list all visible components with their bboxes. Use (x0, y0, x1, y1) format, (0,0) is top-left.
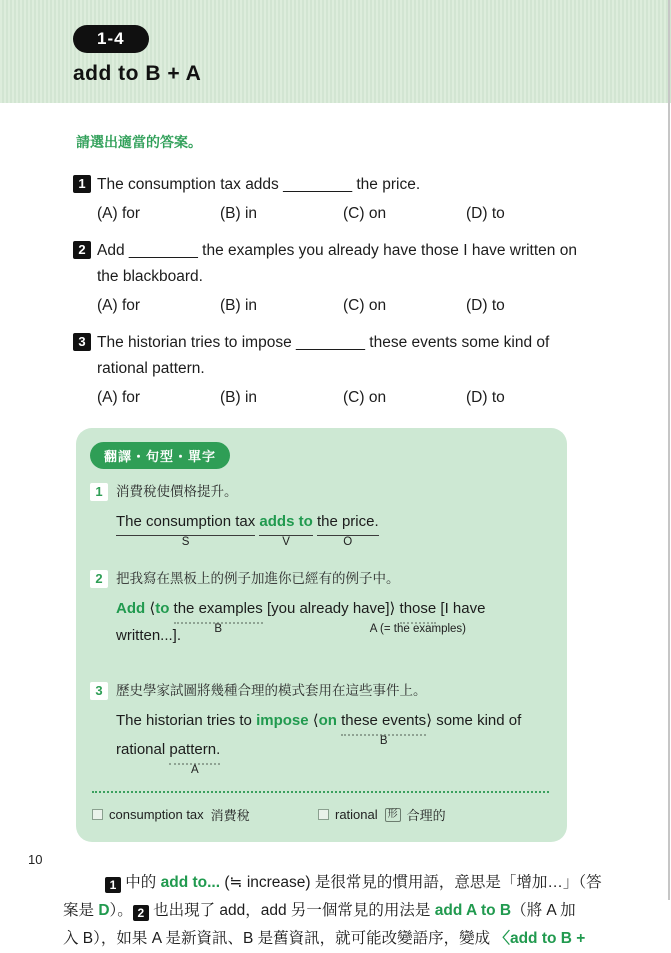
section-number-badge: 1-4 (73, 25, 149, 53)
segment-text: adds to (259, 513, 313, 530)
question-text: The historian tries to impose ________ these events some kind of (97, 334, 550, 351)
translation-text: 把我寫在黑板上的例子加進你已經有的例子中。 (116, 571, 400, 586)
analysis-item-2 (90, 569, 551, 668)
option-c: (C) on (343, 389, 387, 406)
vocab-entry (318, 805, 446, 824)
checkbox-icon (92, 809, 103, 820)
grammar-label: S (181, 536, 190, 548)
grammar-label: B (379, 735, 388, 747)
analysis-number-badge: 3 (90, 682, 108, 700)
angle-bracket: ⟨ (149, 600, 156, 617)
verb-segment (259, 510, 313, 548)
analysis-number-badge: 1 (90, 483, 108, 501)
analysis-content (116, 681, 551, 785)
option-a: (A) for (97, 297, 141, 314)
segment-text: rational (116, 741, 166, 758)
segment-text: The consumption tax (116, 513, 256, 530)
commentary-text: 中的 (121, 874, 161, 891)
option-b: (B) in (220, 205, 258, 222)
page-header (0, 0, 671, 103)
part-of-speech-tag: 形 (385, 808, 401, 822)
dotted-divider (92, 791, 549, 793)
commentary-text: ）。 (109, 902, 133, 919)
keyword: add A to B (434, 902, 512, 919)
annotated-sentence (116, 510, 551, 548)
a-segment (369, 597, 466, 635)
question-list (73, 172, 671, 413)
question-2 (73, 238, 671, 321)
sentence-line (116, 738, 551, 776)
question-number-badge: 3 (73, 333, 91, 351)
question-text: rational pattern. (97, 360, 205, 377)
commentary-line (63, 925, 611, 953)
b-segment (173, 597, 263, 635)
analysis-box (76, 428, 567, 842)
page-title: add to B + A (73, 62, 202, 85)
commentary (63, 869, 611, 953)
segment-text: pattern. (169, 741, 221, 758)
subject-segment (116, 510, 256, 548)
commentary-line (63, 869, 611, 897)
question-text: the blackboard. (97, 268, 203, 285)
analysis-number-badge: 2 (90, 570, 108, 588)
option-row (97, 389, 602, 407)
option-row (97, 297, 602, 315)
ref-number-badge: 2 (133, 905, 149, 921)
question-1 (73, 172, 671, 229)
grammar-label: A (190, 764, 199, 776)
segment-text: the examples (173, 600, 263, 617)
angle-bracket: ⟨ (312, 712, 319, 729)
question-body (97, 330, 602, 413)
instruction-text: 請選出適當的答案。 (76, 134, 202, 150)
question-text: The consumption tax adds ________ the price. (97, 176, 421, 193)
option-d: (D) to (466, 205, 505, 222)
analysis-item-3 (90, 681, 551, 785)
commentary-text: （將 A 加 (511, 902, 576, 919)
question-text: Add ________ the examples you already have those I have written on (97, 242, 577, 259)
translation-text: 消費稅使價格提升。 (116, 484, 238, 499)
translation-text: 歷史學家試圖將幾種合理的模式套用在這些事件上。 (116, 683, 427, 698)
option-c: (C) on (343, 297, 387, 314)
angle-bracket: ⟩ (426, 712, 433, 729)
keyword: Add (116, 600, 146, 617)
keyword: D (98, 902, 110, 919)
analysis-content (116, 569, 551, 668)
keyword: impose (256, 712, 309, 729)
segment-text: those (399, 600, 437, 617)
b-segment (341, 709, 427, 747)
sentence-line (116, 709, 551, 747)
analysis-content (116, 482, 551, 556)
object-segment (316, 510, 379, 548)
keyword: on (318, 712, 337, 729)
question-number-badge: 2 (73, 241, 91, 259)
grammar-label: V (282, 536, 290, 548)
keyword: to (155, 600, 170, 617)
grammar-label: A (= the examples) (369, 623, 466, 635)
analysis-box-title: 翻譯・句型・單字 (90, 442, 230, 469)
grammar-label: O (343, 536, 353, 548)
question-3 (73, 330, 671, 413)
a-segment (169, 738, 221, 776)
bracketed-clause: [I have written...]. (116, 600, 486, 644)
vocab-word: rational (335, 807, 378, 822)
keyword: 〈add to B + (494, 930, 586, 947)
option-a: (A) for (97, 389, 141, 406)
segment-text: the price. (316, 513, 379, 530)
vocab-row (90, 803, 551, 832)
segment-text: some kind of (436, 712, 522, 729)
vocab-meaning: 合理的 (406, 808, 446, 823)
page-number: 10 (28, 852, 43, 867)
vocab-word: consumption tax (109, 807, 204, 822)
option-b: (B) in (220, 389, 258, 406)
commentary-text: 案是 (63, 902, 99, 919)
checkbox-icon (318, 809, 329, 820)
option-a: (A) for (97, 205, 141, 222)
annotated-sentence (116, 709, 551, 776)
analysis-item-1 (90, 482, 551, 556)
question-number-badge: 1 (73, 175, 91, 193)
commentary-text: (≒ increase) 是很常見的慣用語，意思是「增加…」（答 (220, 874, 602, 891)
commentary-line (63, 897, 611, 925)
ref-number-badge: 1 (105, 877, 121, 893)
annotated-sentence (116, 597, 551, 648)
page-edge-line (668, 0, 670, 900)
commentary-text: 入 B），如果 A 是新資訊、B 是舊資訊，就可能改變語序，變成 (63, 930, 495, 947)
option-c: (C) on (343, 205, 387, 222)
keyword: add to... (160, 874, 221, 891)
option-d: (D) to (466, 297, 505, 314)
segment-text: The historian tries to (116, 712, 252, 729)
angle-bracket: ⟩ (389, 600, 396, 617)
question-body (97, 238, 602, 321)
vocab-meaning: 消費稅 (210, 808, 250, 823)
option-row (97, 205, 602, 223)
option-b: (B) in (220, 297, 258, 314)
grammar-label: B (214, 623, 222, 635)
question-body (97, 172, 602, 229)
segment-text: these events (341, 712, 427, 729)
bracketed-clause: [you already have] (266, 600, 390, 617)
option-d: (D) to (466, 389, 505, 406)
commentary-text: 也出現了 add，add 另一個常見的用法是 (148, 902, 435, 919)
vocab-entry (92, 805, 318, 824)
